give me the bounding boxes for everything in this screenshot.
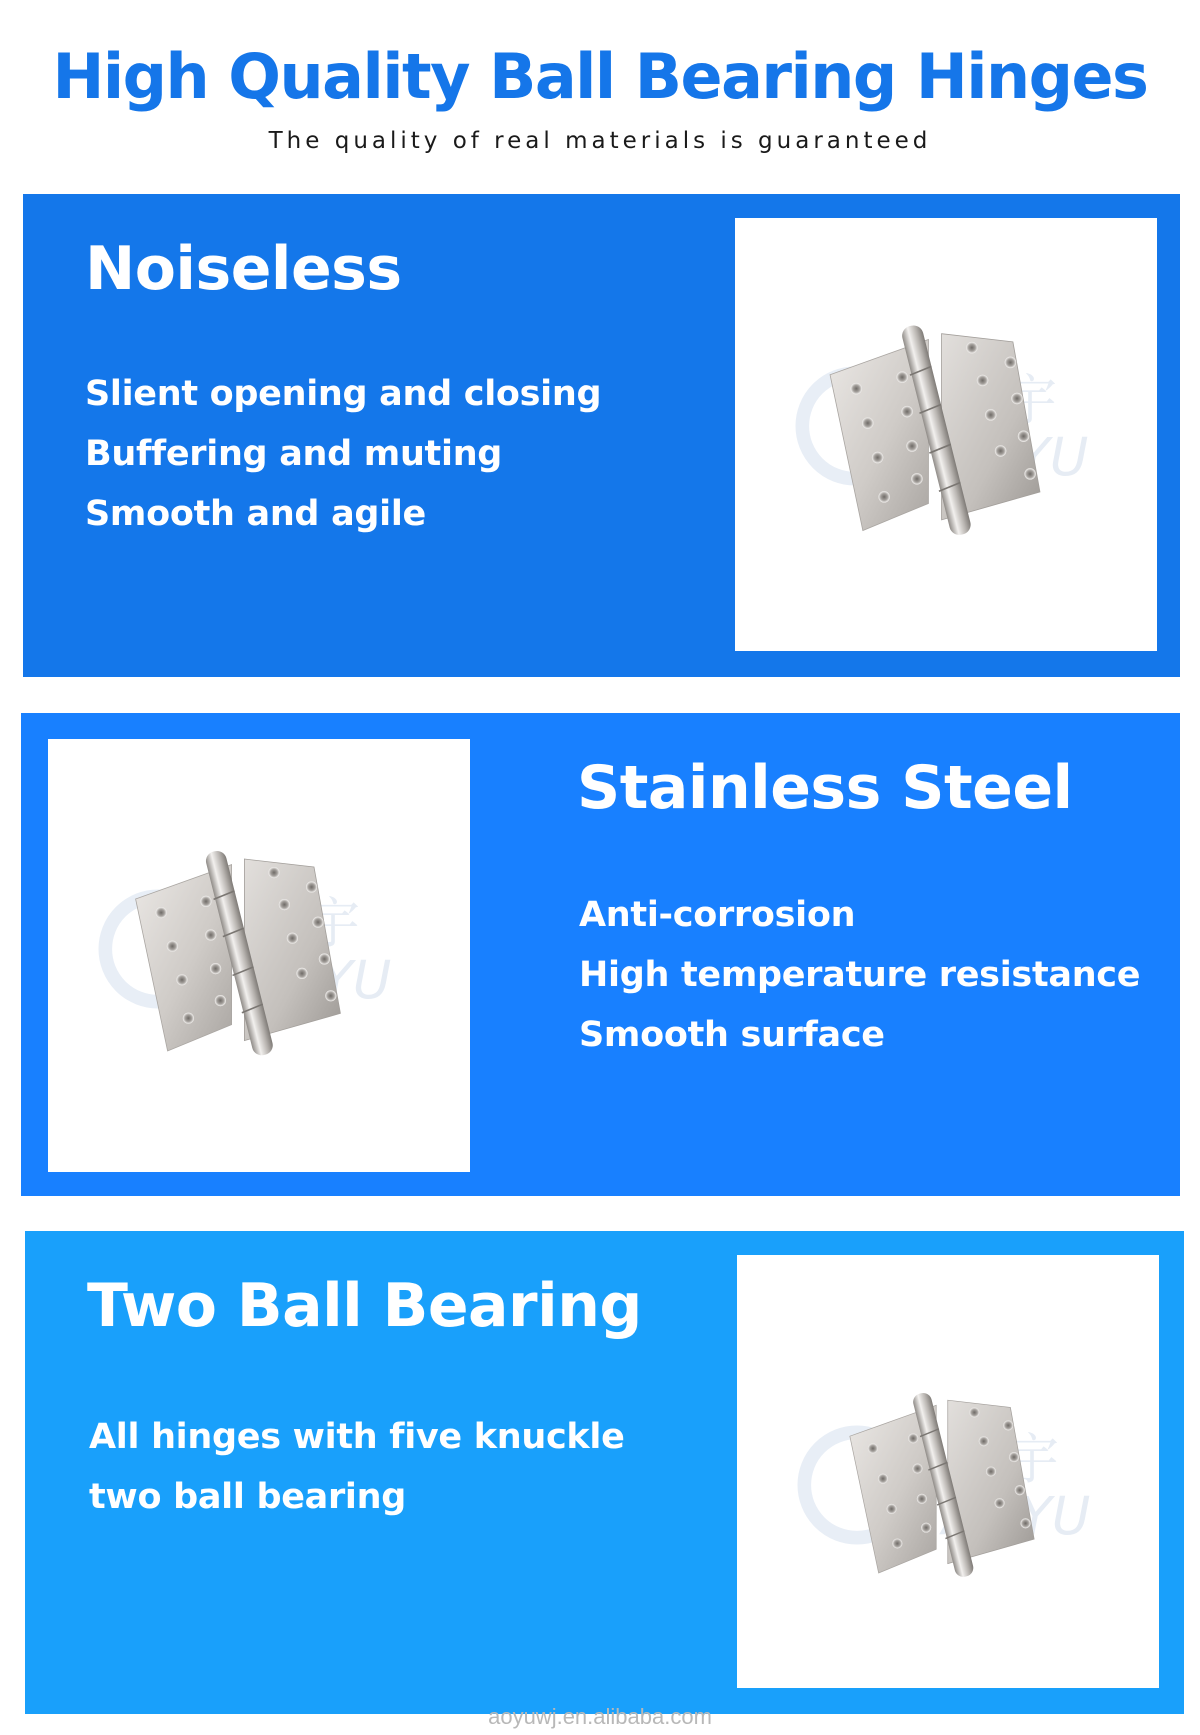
feature-point: Slient opening and closing bbox=[85, 374, 602, 414]
hinge-photo bbox=[735, 218, 1157, 651]
feature-list bbox=[85, 364, 601, 544]
hinge-image bbox=[735, 218, 1157, 651]
feature-panel-two-ball-bearing bbox=[25, 1231, 1184, 1714]
feature-point: Anti-corrosion bbox=[579, 895, 856, 935]
feature-point: Smooth surface bbox=[579, 1015, 885, 1055]
page-title: High Quality Ball Bearing Hinges bbox=[52, 40, 1148, 113]
feature-list bbox=[579, 885, 1140, 1065]
feature-list bbox=[89, 1407, 625, 1527]
feature-point: All hinges with five knuckle bbox=[89, 1417, 625, 1457]
feature-point: two ball bearing bbox=[89, 1477, 406, 1517]
feature-point: Buffering and muting bbox=[85, 434, 503, 474]
feature-point: High temperature resistance bbox=[579, 955, 1141, 995]
hinge-graphic bbox=[830, 323, 1040, 537]
feature-title: Stainless Steel bbox=[577, 753, 1073, 823]
feature-title: Noiseless bbox=[85, 234, 402, 304]
feature-point: Smooth and agile bbox=[85, 494, 426, 534]
hinge-graphic bbox=[850, 1391, 1034, 1579]
hinge-photo bbox=[48, 739, 470, 1172]
hinge-image bbox=[737, 1255, 1159, 1688]
feature-panel-noiseless bbox=[23, 194, 1180, 677]
watermark-url: aoyuwj.en.alibaba.com bbox=[488, 1704, 712, 1729]
page-subtitle: The quality of real materials is guaranteed bbox=[268, 128, 932, 154]
feature-title: Two Ball Bearing bbox=[87, 1271, 642, 1341]
feature-panel-stainless-steel bbox=[21, 713, 1180, 1196]
hinge-graphic bbox=[136, 849, 341, 1057]
hinge-image bbox=[48, 739, 470, 1172]
hinge-photo bbox=[737, 1255, 1159, 1688]
